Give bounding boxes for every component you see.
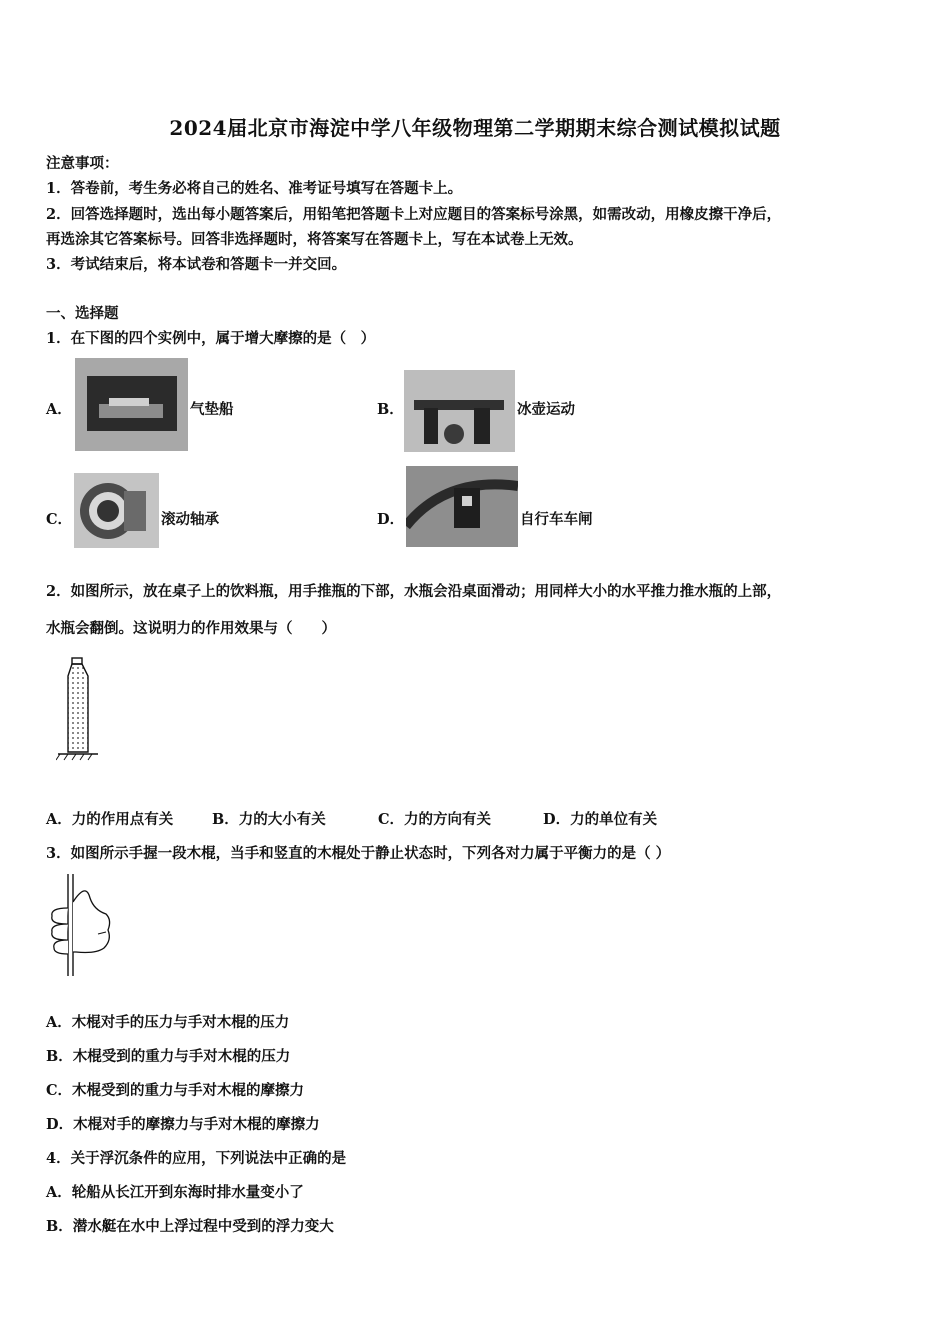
q1-option-b-label: B． bbox=[377, 401, 404, 418]
q2-option-b: B．力的大小有关 bbox=[212, 811, 326, 828]
bike-brake-photo bbox=[406, 466, 518, 547]
q1-option-a-label: A． bbox=[46, 401, 72, 418]
q3-option-a: A．木棍对手的压力与手对木棍的压力 bbox=[46, 1014, 290, 1031]
q4-option-a: A．轮船从长江开到东海时排水量变小了 bbox=[46, 1184, 304, 1201]
bearing-photo bbox=[74, 473, 159, 548]
notice-item: 1．答卷前，考生务必将自己的姓名、准考证号填写在答题卡上。 bbox=[46, 180, 463, 197]
notice-item: 再选涂其它答案标号。回答非选择题时，将答案写在答题卡上，写在本试卷上无效。 bbox=[46, 231, 583, 248]
q2-option-c: C．力的方向有关 bbox=[378, 811, 492, 828]
q1-option-c-caption: 滚动轴承 bbox=[161, 511, 219, 528]
q1-option-d-label: D． bbox=[377, 511, 405, 528]
question-2-stem: 2．如图所示，放在桌子上的饮料瓶，用手推瓶的下部，水瓶会沿桌面滑动；用同样大小的水平推力推水瓶的上部， bbox=[46, 583, 782, 600]
q1-option-d-caption: 自行车车闸 bbox=[520, 511, 593, 528]
q1-option-b-caption: 冰壶运动 bbox=[517, 401, 575, 418]
bottle-figure bbox=[56, 656, 100, 762]
section-heading: 一、选择题 bbox=[46, 305, 119, 322]
q3-option-d: D．木棍对手的摩擦力与手对木棍的摩擦力 bbox=[46, 1116, 320, 1133]
question-4-stem: 4．关于浮沉条件的应用，下列说法中正确的是 bbox=[46, 1150, 347, 1167]
q1-option-c-label: C． bbox=[46, 511, 73, 528]
q2-option-a: A．力的作用点有关 bbox=[46, 811, 174, 828]
question-3-stem: 3．如图所示手握一段木棍，当手和竖直的木棍处于静止状态时，下列各对力属于平衡力的是（ ） bbox=[46, 845, 671, 862]
hovercraft-photo bbox=[75, 358, 188, 451]
question-2-stem: 水瓶会翻倒。这说明力的作用效果与（ ） bbox=[46, 620, 336, 637]
q3-option-b: B．木棍受到的重力与手对木棍的压力 bbox=[46, 1048, 291, 1065]
curling-photo bbox=[404, 370, 515, 452]
notice-heading: 注意事项： bbox=[46, 155, 119, 172]
q2-option-d: D．力的单位有关 bbox=[543, 811, 658, 828]
q4-option-b: B．潜水艇在水中上浮过程中受到的浮力变大 bbox=[46, 1218, 334, 1235]
notice-item: 3．考试结束后，将本试卷和答题卡一并交回。 bbox=[46, 256, 347, 273]
q1-option-a-caption: 气垫船 bbox=[190, 401, 234, 418]
page-title: 2024届北京市海淀中学八年级物理第二学期期末综合测试模拟试题 bbox=[169, 116, 781, 140]
q3-option-c: C．木棍受到的重力与手对木棍的摩擦力 bbox=[46, 1082, 305, 1099]
hand-stick-figure bbox=[46, 874, 116, 976]
notice-item: 2．回答选择题时，选出每小题答案后，用铅笔把答题卡上对应题目的答案标号涂黑，如需改动，用橡皮擦干净后， bbox=[46, 206, 782, 223]
question-1-stem: 1．在下图的四个实例中，属于增大摩擦的是（ ） bbox=[46, 330, 376, 347]
